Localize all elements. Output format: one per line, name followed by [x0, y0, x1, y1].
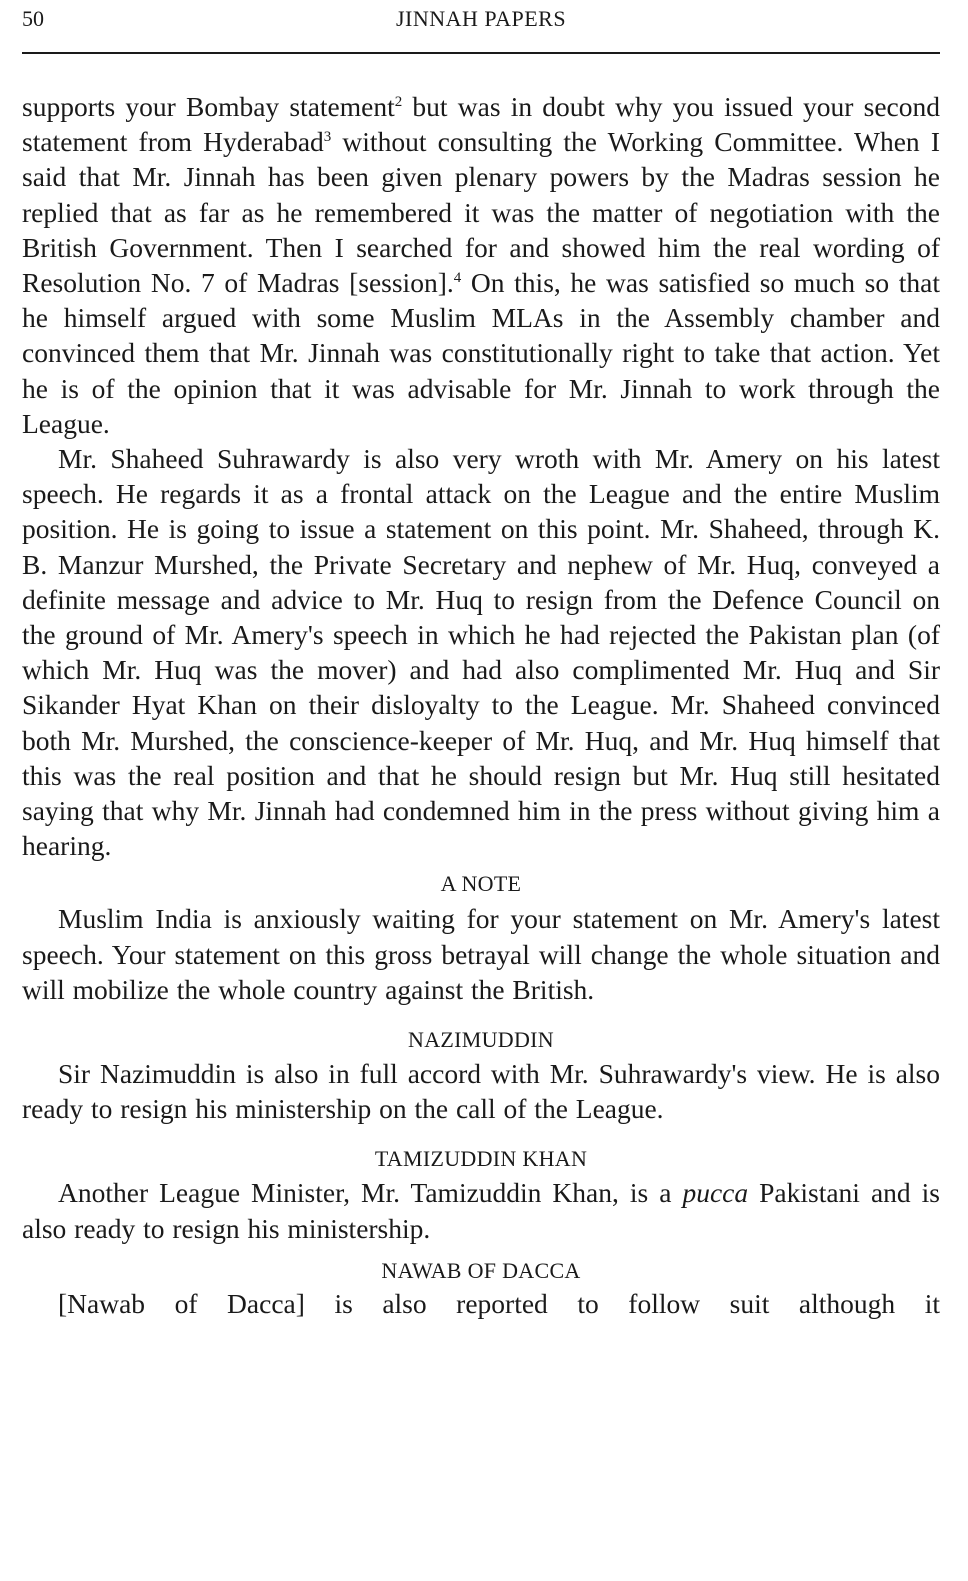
text-run: but was in doubt why you issued your second statement from Hyderabad [22, 91, 940, 158]
paragraph-suhrawardy: Mr. Shaheed Suhrawardy is also very wroth with Mr. Amery on his latest speech. He regards it as a frontal attack on the League and the entire Muslim position. He is going to issue a statement on this point. Mr. Shaheed, through K. B. Manzur Murshed, the Private Secretary and nephew of Mr. Huq, conveyed a definite message and advice to Mr. Huq to resign from the Defence Council on the ground of Mr. Amery's speech in which he had rejected the Pakistan plan (of which Mr. Huq was the mover) and had also complimented Mr. Huq and Sir Sikander Hyat Khan on their disloyalty to the League. Mr. Shaheed convinced both Mr. Murshed, the conscience-keeper of Mr. Huq, and Mr. Huq himself that this was the real position and that he should resign but Mr. Huq still hesitated saying that why Mr. Jinnah had condemned him in the press without giving him a hearing. [22, 443, 940, 862]
footnote-ref-2: 2 [394, 93, 403, 110]
paragraph-nazimuddin: Sir Nazimuddin is also in full accord with Mr. Suhrawardy's view. He is also ready to resign his ministership on the call of the League. [22, 1058, 940, 1125]
header-rule [22, 52, 940, 54]
text-run: Another League Minister, Mr. Tamizuddin Khan, is a [58, 1177, 683, 1209]
page [22, 0, 940, 1321]
footnote-ref-3: 3 [323, 129, 332, 146]
section-heading-note: A NOTE [440, 871, 522, 897]
section-heading-tamizuddin: TAMIZUDDIN KHAN [374, 1146, 588, 1172]
page-number: 50 [22, 6, 44, 31]
text-run: Pakistani and is also ready to resign his ministership. [22, 1177, 940, 1244]
paragraph-note: Muslim India is anxiously waiting for your statement on Mr. Amery's latest speech. Your statement on this gross betrayal will change the whole situation and will mobilize the whole country against the British. [22, 903, 940, 1005]
paragraph-continued [22, 89, 940, 441]
text-run: without consulting the Working Committee. When I said that Mr. Jinnah has been given plenary powers by the Madras session he replied that as far as he remembered it was the matter of negotiation with the British Government. Then I searched for and showed him the real wording of Resolution No. 7 of Madras [session]. [22, 126, 940, 299]
running-head: JINNAH PAPERS [395, 6, 567, 31]
section-heading-nazimuddin: NAZIMUDDIN [408, 1027, 554, 1053]
paragraph-tamizuddin [22, 1175, 940, 1245]
section-heading-nawab: NAWAB OF DACCA [381, 1257, 581, 1283]
text-run: supports your Bombay statement [22, 91, 395, 122]
page-header [22, 0, 940, 56]
italic-word: pucca [682, 1177, 749, 1209]
text-run: On this, he was satisfied so much so that he himself argued with some Muslim MLAs in the Assembly chamber and convinced them that Mr. Jinnah was constitutionally right to take that action. Yet he is of the opinion that it was advisable for Mr. Jinnah to work through the League. [22, 267, 940, 439]
page-body [22, 89, 940, 1321]
paragraph-nawab: [Nawab of Dacca] is also reported to follow suit although it [58, 1287, 940, 1319]
footnote-ref-4: 4 [453, 269, 462, 286]
